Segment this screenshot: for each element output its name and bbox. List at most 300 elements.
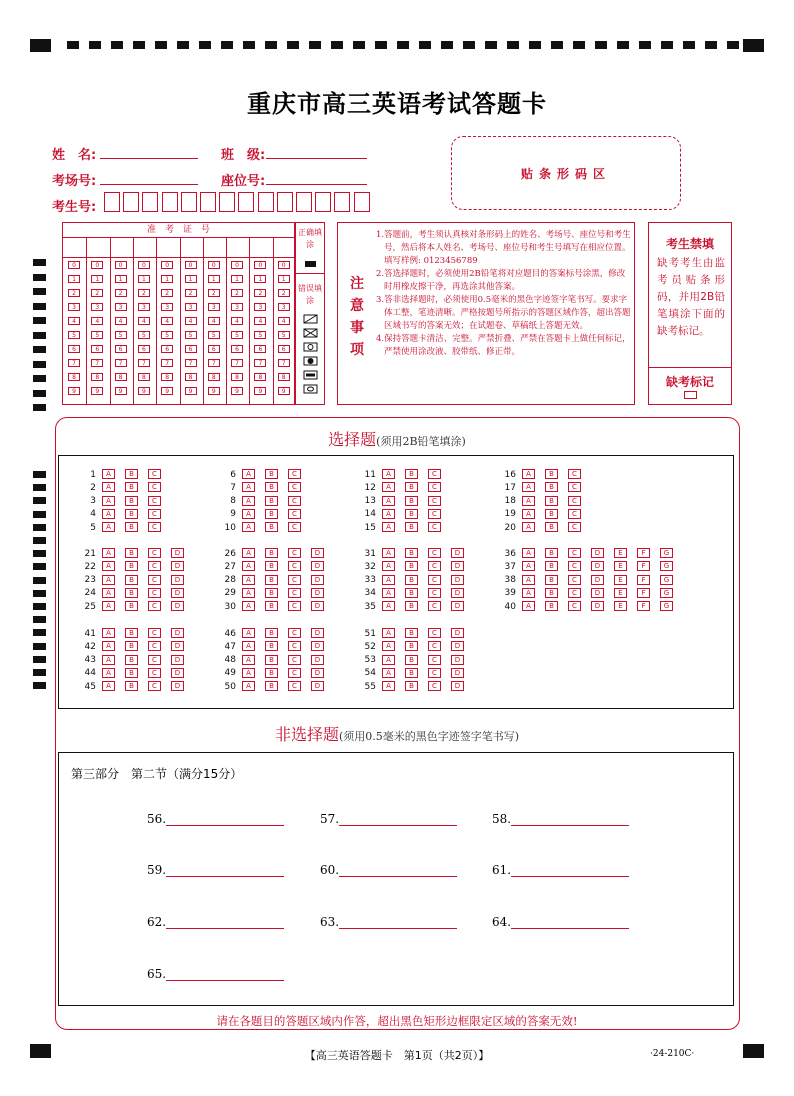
id-digit-bubble[interactable]: 5 (115, 331, 127, 339)
option-bubble-B[interactable]: B (405, 588, 418, 598)
question-33[interactable] (358, 575, 474, 585)
id-digit-bubble[interactable]: 2 (138, 289, 150, 297)
option-bubble-C[interactable]: C (148, 668, 161, 678)
option-bubble-C[interactable]: C (428, 469, 441, 479)
question-30[interactable] (218, 601, 334, 611)
id-digit-bubble[interactable]: 1 (115, 275, 127, 283)
id-digit-bubble[interactable]: 5 (185, 331, 197, 339)
option-bubble-B[interactable]: B (545, 469, 558, 479)
option-bubble-A[interactable]: A (102, 469, 115, 479)
option-bubble-A[interactable]: A (242, 509, 255, 519)
question-45[interactable] (78, 681, 194, 691)
id-digit-bubble[interactable]: 2 (254, 289, 266, 297)
examno-digit-box[interactable] (258, 192, 274, 212)
option-bubble-C[interactable]: C (148, 641, 161, 651)
option-bubble-E[interactable]: E (614, 588, 627, 598)
option-bubble-B[interactable]: B (125, 668, 138, 678)
room-field[interactable] (100, 168, 198, 185)
blank-line[interactable] (166, 864, 284, 877)
question-53[interactable] (358, 655, 474, 665)
id-digit-bubble[interactable]: 9 (161, 387, 173, 395)
option-bubble-C[interactable]: C (148, 681, 161, 691)
question-38[interactable] (498, 575, 683, 585)
option-bubble-C[interactable]: C (148, 601, 161, 611)
option-bubble-C[interactable]: C (148, 482, 161, 492)
option-bubble-A[interactable]: A (242, 522, 255, 532)
option-bubble-C[interactable]: C (428, 641, 441, 651)
question-21[interactable] (78, 548, 194, 558)
id-digit-bubble[interactable]: 8 (161, 373, 173, 381)
option-bubble-C[interactable]: C (148, 469, 161, 479)
question-43[interactable] (78, 655, 194, 665)
id-digit-bubble[interactable]: 8 (278, 373, 290, 381)
id-digit-bubble[interactable]: 2 (91, 289, 103, 297)
option-bubble-C[interactable]: C (568, 561, 581, 571)
option-bubble-D[interactable]: D (171, 641, 184, 651)
id-digit-bubble[interactable]: 1 (208, 275, 220, 283)
option-bubble-A[interactable]: A (102, 641, 115, 651)
id-digit-bubble[interactable]: 3 (68, 303, 80, 311)
question-42[interactable] (78, 641, 194, 651)
option-bubble-A[interactable]: A (382, 628, 395, 638)
id-digit-bubble[interactable]: 8 (138, 373, 150, 381)
answer-blank-58[interactable] (492, 812, 629, 826)
question-32[interactable] (358, 561, 474, 571)
id-digit-bubble[interactable]: 9 (115, 387, 127, 395)
id-digit-bubble[interactable]: 6 (254, 345, 266, 353)
option-bubble-A[interactable]: A (382, 668, 395, 678)
id-digit-bubble[interactable]: 5 (278, 331, 290, 339)
question-15[interactable] (358, 522, 451, 532)
question-4[interactable] (78, 509, 171, 519)
id-digit-bubble[interactable]: 0 (91, 261, 103, 269)
id-digit-bubble[interactable]: 7 (254, 359, 266, 367)
id-digit-bubble[interactable]: 7 (231, 359, 243, 367)
option-bubble-D[interactable]: D (311, 575, 324, 585)
answer-blank-63[interactable] (320, 915, 457, 929)
option-bubble-B[interactable]: B (405, 469, 418, 479)
question-48[interactable] (218, 655, 334, 665)
question-16[interactable] (498, 469, 591, 479)
option-bubble-A[interactable]: A (242, 588, 255, 598)
option-bubble-D[interactable]: D (311, 655, 324, 665)
option-bubble-C[interactable]: C (568, 548, 581, 558)
option-bubble-C[interactable]: C (148, 575, 161, 585)
question-8[interactable] (218, 496, 311, 506)
id-digit-bubble[interactable]: 7 (161, 359, 173, 367)
option-bubble-A[interactable]: A (242, 641, 255, 651)
id-digit-bubble[interactable]: 5 (231, 331, 243, 339)
option-bubble-B[interactable]: B (405, 561, 418, 571)
examno-digit-box[interactable] (219, 192, 235, 212)
option-bubble-C[interactable]: C (288, 681, 301, 691)
option-bubble-A[interactable]: A (242, 628, 255, 638)
answer-blank-59[interactable] (147, 863, 284, 877)
question-26[interactable] (218, 548, 334, 558)
option-bubble-A[interactable]: A (242, 655, 255, 665)
option-bubble-A[interactable]: A (102, 628, 115, 638)
question-29[interactable] (218, 588, 334, 598)
option-bubble-E[interactable]: E (614, 548, 627, 558)
option-bubble-C[interactable]: C (568, 469, 581, 479)
id-digit-bubble[interactable]: 6 (185, 345, 197, 353)
question-2[interactable] (78, 482, 171, 492)
option-bubble-B[interactable]: B (545, 482, 558, 492)
option-bubble-C[interactable]: C (148, 655, 161, 665)
question-31[interactable] (358, 548, 474, 558)
option-bubble-D[interactable]: D (591, 588, 604, 598)
id-digit-bubble[interactable]: 8 (68, 373, 80, 381)
option-bubble-C[interactable]: C (428, 561, 441, 571)
option-bubble-B[interactable]: B (265, 496, 278, 506)
option-bubble-C[interactable]: C (568, 496, 581, 506)
option-bubble-D[interactable]: D (591, 575, 604, 585)
option-bubble-C[interactable]: C (288, 548, 301, 558)
id-digit-bubble[interactable]: 9 (185, 387, 197, 395)
question-1[interactable] (78, 469, 171, 479)
id-digit-bubble[interactable]: 4 (161, 317, 173, 325)
id-digit-bubble[interactable]: 9 (138, 387, 150, 395)
option-bubble-D[interactable]: D (311, 588, 324, 598)
id-digit-bubble[interactable]: 8 (115, 373, 127, 381)
option-bubble-G[interactable]: G (660, 561, 673, 571)
option-bubble-D[interactable]: D (311, 681, 324, 691)
id-digit-bubble[interactable]: 7 (91, 359, 103, 367)
option-bubble-C[interactable]: C (568, 509, 581, 519)
id-digit-bubble[interactable]: 9 (231, 387, 243, 395)
examno-digit-box[interactable] (123, 192, 139, 212)
option-bubble-B[interactable]: B (545, 561, 558, 571)
option-bubble-D[interactable]: D (171, 575, 184, 585)
option-bubble-C[interactable]: C (568, 522, 581, 532)
option-bubble-C[interactable]: C (148, 561, 161, 571)
id-digit-bubble[interactable]: 8 (231, 373, 243, 381)
id-digit-bubble[interactable]: 2 (68, 289, 80, 297)
option-bubble-C[interactable]: C (568, 575, 581, 585)
id-digit-bubble[interactable]: 4 (231, 317, 243, 325)
option-bubble-C[interactable]: C (288, 641, 301, 651)
option-bubble-B[interactable]: B (265, 681, 278, 691)
option-bubble-A[interactable]: A (522, 482, 535, 492)
option-bubble-D[interactable]: D (311, 548, 324, 558)
option-bubble-C[interactable]: C (288, 601, 301, 611)
examno-digit-box[interactable] (334, 192, 350, 212)
option-bubble-A[interactable]: A (102, 575, 115, 585)
examno-digit-box[interactable] (104, 192, 120, 212)
answer-blank-57[interactable] (320, 812, 457, 826)
option-bubble-C[interactable]: C (428, 548, 441, 558)
option-bubble-A[interactable]: A (522, 601, 535, 611)
option-bubble-B[interactable]: B (265, 469, 278, 479)
option-bubble-C[interactable]: C (148, 496, 161, 506)
option-bubble-C[interactable]: C (288, 575, 301, 585)
question-5[interactable] (78, 522, 171, 532)
id-digit-bubble[interactable]: 0 (231, 261, 243, 269)
id-digit-bubble[interactable]: 4 (208, 317, 220, 325)
examno-digit-box[interactable] (354, 192, 370, 212)
question-51[interactable] (358, 628, 474, 638)
option-bubble-B[interactable]: B (545, 496, 558, 506)
option-bubble-C[interactable]: C (428, 496, 441, 506)
option-bubble-C[interactable]: C (148, 588, 161, 598)
option-bubble-A[interactable]: A (102, 522, 115, 532)
id-digit-bubble[interactable]: 0 (185, 261, 197, 269)
answer-blank-61[interactable] (492, 863, 629, 877)
question-46[interactable] (218, 628, 334, 638)
id-digit-bubble[interactable]: 4 (254, 317, 266, 325)
id-digit-bubble[interactable]: 7 (278, 359, 290, 367)
option-bubble-A[interactable]: A (102, 496, 115, 506)
option-bubble-B[interactable]: B (265, 655, 278, 665)
option-bubble-B[interactable]: B (405, 668, 418, 678)
option-bubble-A[interactable]: A (242, 575, 255, 585)
option-bubble-D[interactable]: D (171, 601, 184, 611)
option-bubble-C[interactable]: C (288, 469, 301, 479)
id-digit-bubble[interactable]: 1 (185, 275, 197, 283)
option-bubble-E[interactable]: E (614, 601, 627, 611)
option-bubble-A[interactable]: A (102, 561, 115, 571)
id-digit-bubble[interactable]: 5 (68, 331, 80, 339)
option-bubble-C[interactable]: C (288, 482, 301, 492)
question-6[interactable] (218, 469, 311, 479)
option-bubble-D[interactable]: D (171, 668, 184, 678)
id-digit-bubble[interactable]: 6 (68, 345, 80, 353)
id-digit-bubble[interactable]: 9 (91, 387, 103, 395)
id-digit-bubble[interactable]: 5 (208, 331, 220, 339)
option-bubble-A[interactable]: A (522, 496, 535, 506)
option-bubble-D[interactable]: D (591, 548, 604, 558)
option-bubble-D[interactable]: D (311, 601, 324, 611)
question-44[interactable] (78, 668, 194, 678)
option-bubble-A[interactable]: A (102, 588, 115, 598)
option-bubble-G[interactable]: G (660, 575, 673, 585)
id-digit-bubble[interactable]: 6 (231, 345, 243, 353)
question-11[interactable] (358, 469, 451, 479)
id-digit-bubble[interactable]: 0 (161, 261, 173, 269)
option-bubble-A[interactable]: A (382, 588, 395, 598)
option-bubble-A[interactable]: A (382, 601, 395, 611)
blank-line[interactable] (339, 864, 457, 877)
id-digit-bubble[interactable]: 3 (138, 303, 150, 311)
question-35[interactable] (358, 601, 474, 611)
id-digit-bubble[interactable]: 2 (115, 289, 127, 297)
question-52[interactable] (358, 641, 474, 651)
question-50[interactable] (218, 681, 334, 691)
id-digit-bubble[interactable]: 6 (115, 345, 127, 353)
option-bubble-F[interactable]: F (637, 548, 650, 558)
option-bubble-B[interactable]: B (125, 601, 138, 611)
option-bubble-B[interactable]: B (125, 575, 138, 585)
id-digit-bubble[interactable]: 7 (115, 359, 127, 367)
examno-digit-box[interactable] (315, 192, 331, 212)
answer-blank-62[interactable] (147, 915, 284, 929)
id-digit-bubble[interactable]: 2 (161, 289, 173, 297)
option-bubble-B[interactable]: B (265, 601, 278, 611)
option-bubble-A[interactable]: A (522, 588, 535, 598)
option-bubble-D[interactable]: D (311, 641, 324, 651)
option-bubble-B[interactable]: B (405, 482, 418, 492)
id-digit-bubble[interactable]: 9 (278, 387, 290, 395)
option-bubble-F[interactable]: F (637, 561, 650, 571)
question-13[interactable] (358, 496, 451, 506)
id-digit-bubble[interactable]: 8 (254, 373, 266, 381)
option-bubble-A[interactable]: A (382, 509, 395, 519)
option-bubble-B[interactable]: B (405, 575, 418, 585)
option-bubble-B[interactable]: B (265, 561, 278, 571)
option-bubble-C[interactable]: C (288, 522, 301, 532)
id-digit-bubble[interactable]: 2 (278, 289, 290, 297)
option-bubble-D[interactable]: D (171, 561, 184, 571)
id-digit-bubble[interactable]: 0 (278, 261, 290, 269)
id-digit-bubble[interactable]: 9 (254, 387, 266, 395)
option-bubble-B[interactable]: B (405, 522, 418, 532)
option-bubble-C[interactable]: C (428, 601, 441, 611)
class-field[interactable] (266, 142, 367, 159)
option-bubble-A[interactable]: A (382, 561, 395, 571)
examno-digit-box[interactable] (162, 192, 178, 212)
id-digit-bubble[interactable]: 9 (208, 387, 220, 395)
option-bubble-D[interactable]: D (591, 561, 604, 571)
option-bubble-A[interactable]: A (522, 575, 535, 585)
option-bubble-B[interactable]: B (405, 681, 418, 691)
id-digit-bubble[interactable]: 3 (254, 303, 266, 311)
id-digit-bubble[interactable]: 8 (91, 373, 103, 381)
blank-line[interactable] (511, 916, 629, 929)
option-bubble-C[interactable]: C (288, 561, 301, 571)
option-bubble-B[interactable]: B (265, 641, 278, 651)
option-bubble-D[interactable]: D (451, 641, 464, 651)
question-54[interactable] (358, 668, 474, 678)
id-digit-bubble[interactable]: 9 (68, 387, 80, 395)
blank-line[interactable] (339, 813, 457, 826)
option-bubble-B[interactable]: B (125, 588, 138, 598)
option-bubble-A[interactable]: A (102, 509, 115, 519)
option-bubble-A[interactable]: A (242, 496, 255, 506)
option-bubble-D[interactable]: D (171, 681, 184, 691)
option-bubble-B[interactable]: B (125, 681, 138, 691)
option-bubble-D[interactable]: D (451, 575, 464, 585)
option-bubble-B[interactable]: B (405, 601, 418, 611)
question-3[interactable] (78, 496, 171, 506)
option-bubble-B[interactable]: B (265, 509, 278, 519)
question-27[interactable] (218, 561, 334, 571)
id-digit-bubble[interactable]: 7 (138, 359, 150, 367)
option-bubble-C[interactable]: C (428, 522, 441, 532)
option-bubble-A[interactable]: A (102, 601, 115, 611)
option-bubble-B[interactable]: B (405, 548, 418, 558)
option-bubble-E[interactable]: E (614, 575, 627, 585)
option-bubble-F[interactable]: F (637, 575, 650, 585)
option-bubble-G[interactable]: G (660, 601, 673, 611)
id-digit-bubble[interactable]: 4 (68, 317, 80, 325)
option-bubble-C[interactable]: C (428, 681, 441, 691)
blank-line[interactable] (166, 968, 284, 981)
question-39[interactable] (498, 588, 683, 598)
question-18[interactable] (498, 496, 591, 506)
examno-digit-box[interactable] (181, 192, 197, 212)
option-bubble-A[interactable]: A (522, 469, 535, 479)
option-bubble-C[interactable]: C (428, 628, 441, 638)
option-bubble-D[interactable]: D (171, 548, 184, 558)
id-digit-bubble[interactable]: 3 (91, 303, 103, 311)
option-bubble-A[interactable]: A (382, 469, 395, 479)
question-55[interactable] (358, 681, 474, 691)
option-bubble-B[interactable]: B (265, 482, 278, 492)
option-bubble-A[interactable]: A (382, 548, 395, 558)
option-bubble-B[interactable]: B (125, 522, 138, 532)
id-digit-bubble[interactable]: 0 (208, 261, 220, 269)
option-bubble-D[interactable]: D (311, 628, 324, 638)
option-bubble-A[interactable]: A (382, 655, 395, 665)
id-digit-bubble[interactable]: 2 (185, 289, 197, 297)
question-25[interactable] (78, 601, 194, 611)
option-bubble-C[interactable]: C (288, 496, 301, 506)
option-bubble-D[interactable]: D (591, 601, 604, 611)
option-bubble-A[interactable]: A (522, 509, 535, 519)
question-34[interactable] (358, 588, 474, 598)
question-7[interactable] (218, 482, 311, 492)
id-digit-bubble[interactable]: 6 (138, 345, 150, 353)
question-20[interactable] (498, 522, 591, 532)
option-bubble-A[interactable]: A (102, 548, 115, 558)
option-bubble-A[interactable]: A (242, 561, 255, 571)
option-bubble-D[interactable]: D (451, 588, 464, 598)
option-bubble-C[interactable]: C (148, 628, 161, 638)
option-bubble-B[interactable]: B (545, 575, 558, 585)
question-14[interactable] (358, 509, 451, 519)
id-digit-bubble[interactable]: 2 (208, 289, 220, 297)
option-bubble-C[interactable]: C (428, 588, 441, 598)
question-9[interactable] (218, 509, 311, 519)
id-digit-bubble[interactable]: 1 (231, 275, 243, 283)
id-digit-bubble[interactable]: 8 (208, 373, 220, 381)
option-bubble-B[interactable]: B (265, 628, 278, 638)
question-41[interactable] (78, 628, 194, 638)
option-bubble-F[interactable]: F (637, 588, 650, 598)
option-bubble-D[interactable]: D (451, 655, 464, 665)
option-bubble-A[interactable]: A (522, 522, 535, 532)
option-bubble-C[interactable]: C (428, 668, 441, 678)
id-digit-bubble[interactable]: 4 (115, 317, 127, 325)
id-digit-bubble[interactable]: 6 (278, 345, 290, 353)
option-bubble-C[interactable]: C (568, 482, 581, 492)
option-bubble-B[interactable]: B (265, 548, 278, 558)
answer-blank-56[interactable] (147, 812, 284, 826)
id-digit-bubble[interactable]: 3 (231, 303, 243, 311)
option-bubble-A[interactable]: A (522, 548, 535, 558)
id-digit-bubble[interactable]: 6 (208, 345, 220, 353)
option-bubble-B[interactable]: B (405, 641, 418, 651)
option-bubble-A[interactable]: A (242, 548, 255, 558)
option-bubble-B[interactable]: B (125, 548, 138, 558)
option-bubble-A[interactable]: A (522, 561, 535, 571)
option-bubble-C[interactable]: C (288, 655, 301, 665)
option-bubble-A[interactable]: A (242, 668, 255, 678)
id-digit-bubble[interactable]: 1 (161, 275, 173, 283)
option-bubble-D[interactable]: D (171, 655, 184, 665)
option-bubble-B[interactable]: B (125, 482, 138, 492)
id-digit-bubble[interactable]: 8 (185, 373, 197, 381)
option-bubble-B[interactable]: B (545, 601, 558, 611)
option-bubble-D[interactable]: D (451, 601, 464, 611)
question-19[interactable] (498, 509, 591, 519)
id-digit-bubble[interactable]: 5 (254, 331, 266, 339)
option-bubble-A[interactable]: A (102, 655, 115, 665)
option-bubble-B[interactable]: B (545, 588, 558, 598)
option-bubble-B[interactable]: B (405, 655, 418, 665)
option-bubble-E[interactable]: E (614, 561, 627, 571)
id-number-table[interactable] (62, 222, 295, 405)
